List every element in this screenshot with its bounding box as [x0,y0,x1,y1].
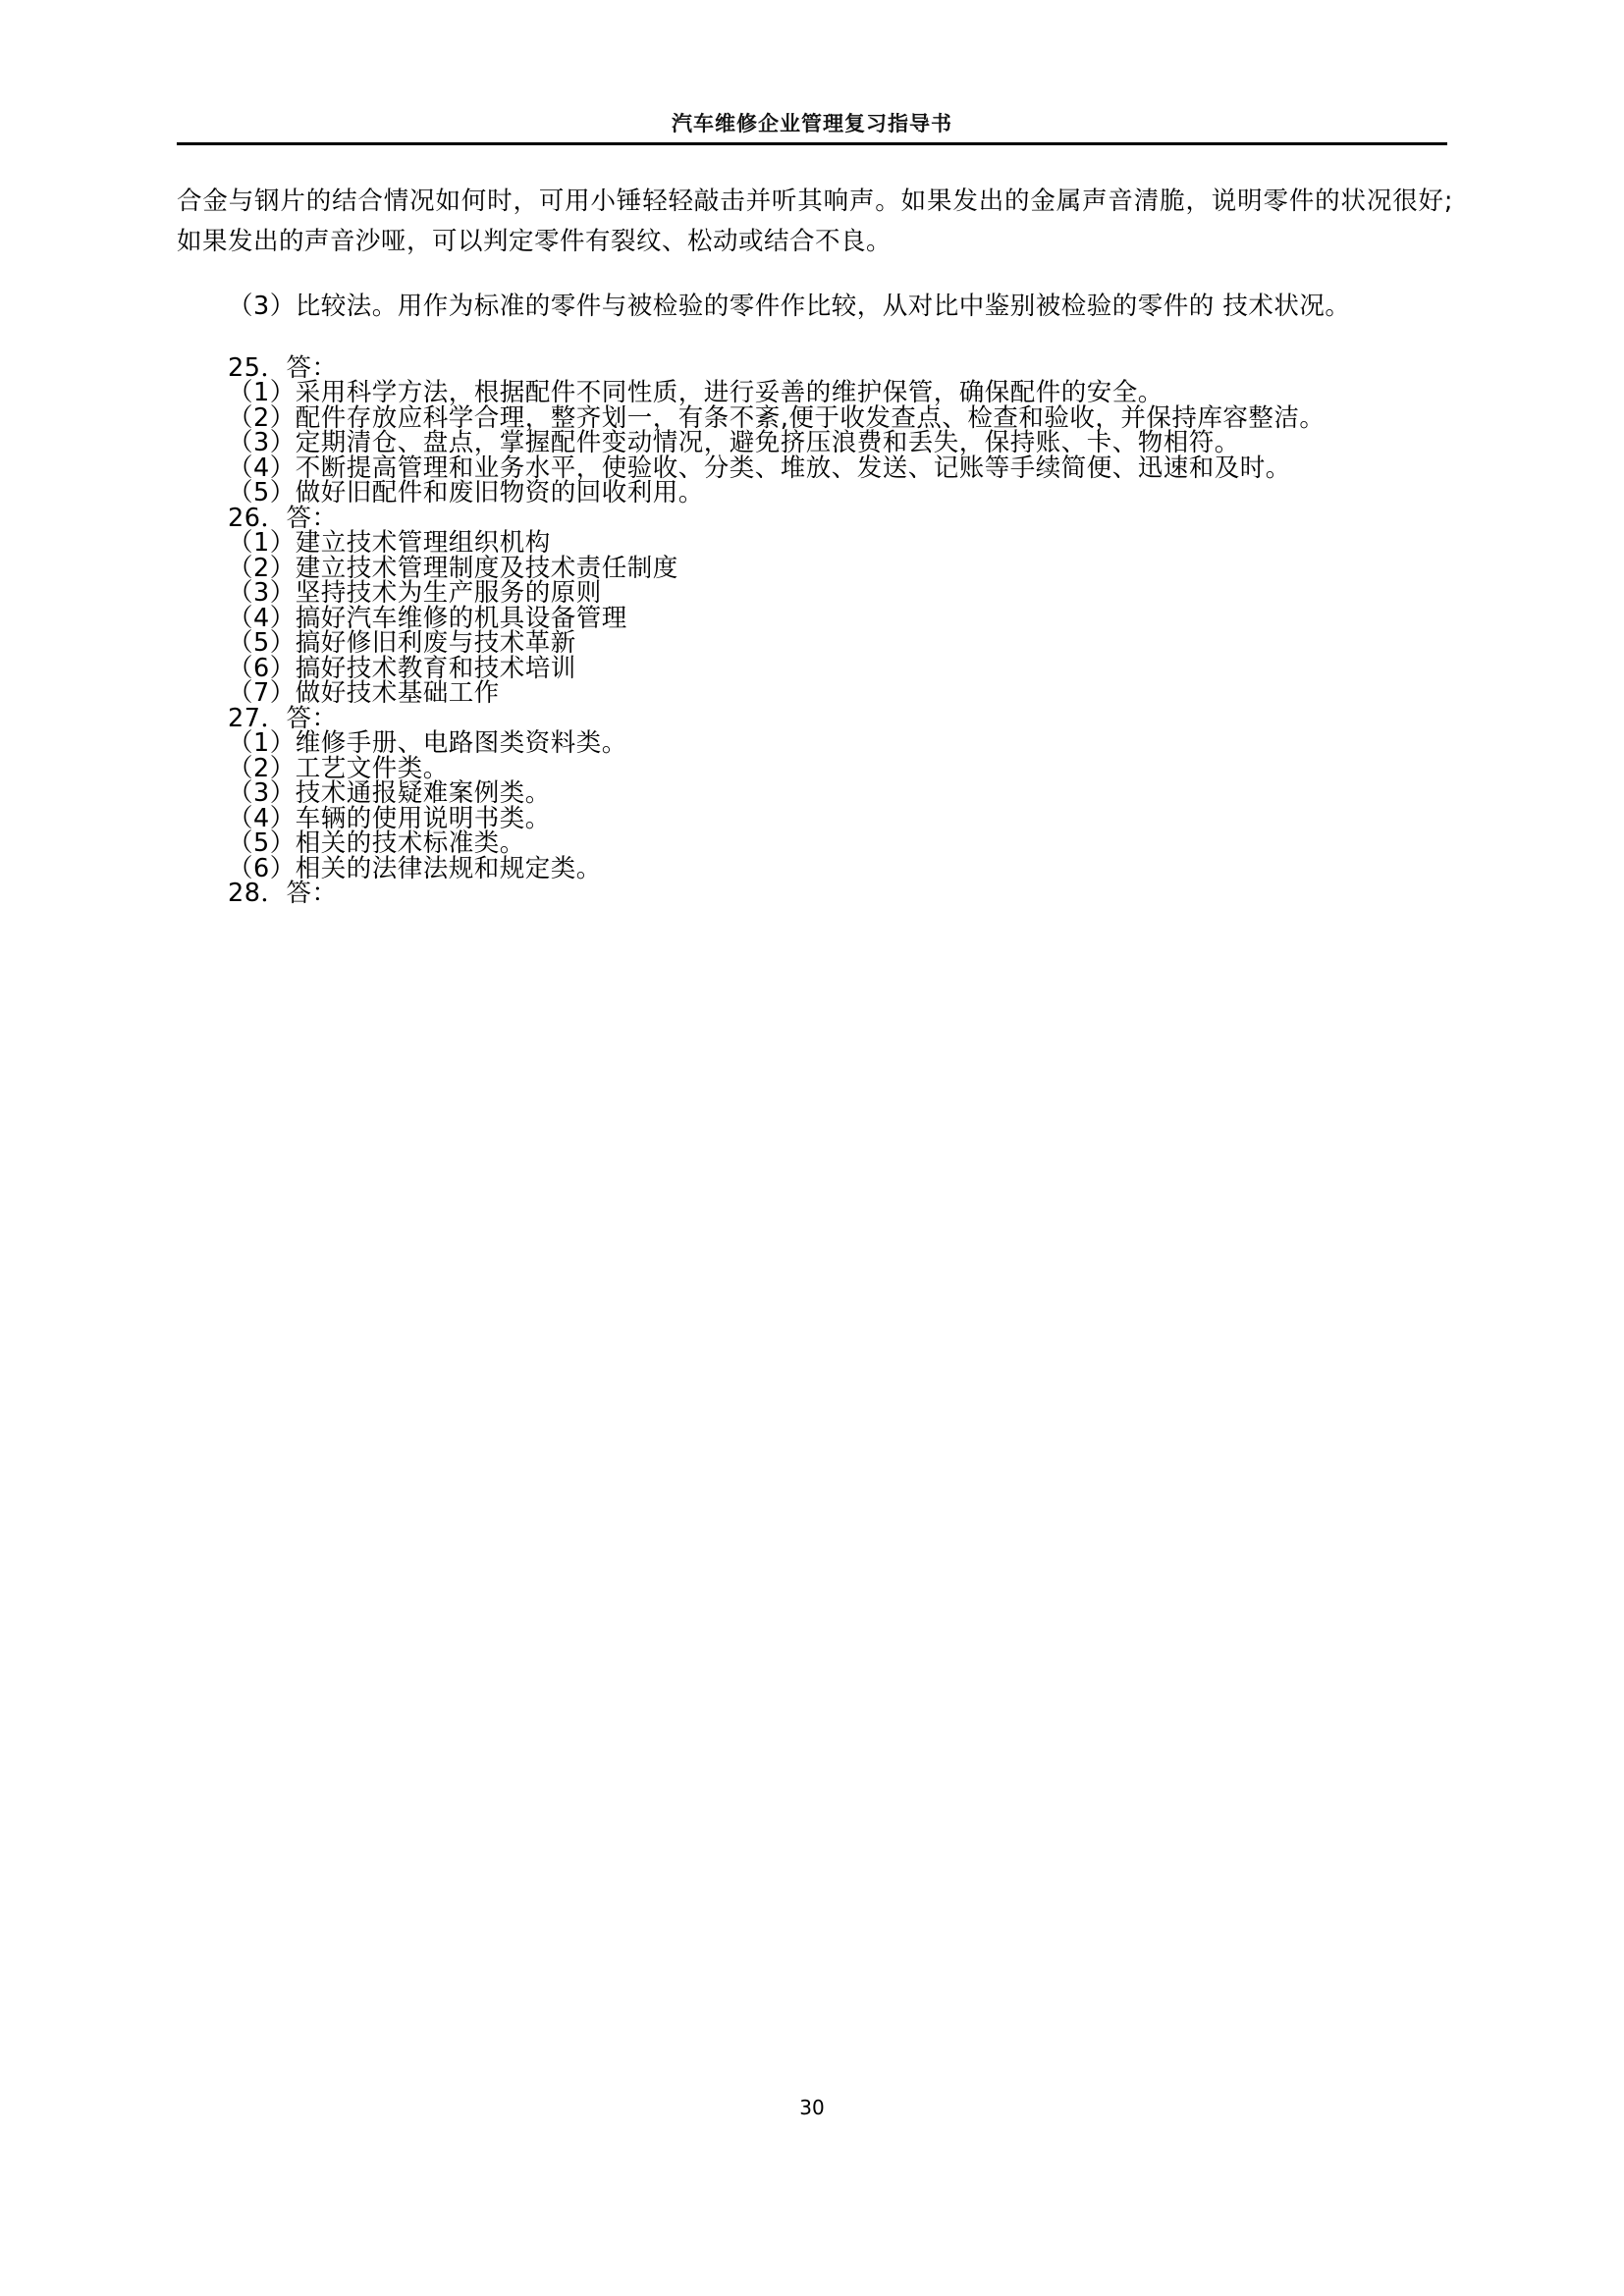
question-25-item-1: （1）采用科学方法，根据配件不同性质，进行妥善的维护保管，确保配件的安全。 [228,378,1164,408]
question-26-label: 26．答： [228,503,338,533]
question-26-item-6: （6）搞好技术教育和技术培训 [228,653,576,683]
question-26-item-1: （1）建立技术管理组织机构 [228,528,551,559]
question-26-item-2: （2）建立技术管理制度及技术责任制度 [228,553,678,583]
question-26-item-5: （5）搞好修旧利废与技术革新 [228,628,576,659]
question-25-item-2: （2）配件存放应科学合理，整齐划一，有条不紊,便于收发查点、检查和验收，并保持库容整洁。 [228,402,1326,433]
question-27-item-5: （5）相关的技术标准类。 [228,828,525,859]
question-27-label: 27．答： [228,703,338,733]
intro-item-3: （3）比较法。用作为标准的零件与被检验的零件作比较，从对比中鉴别被检验的零件的 技术状况。 [228,291,1351,321]
question-27-item-4: （4）车辆的使用说明书类。 [228,803,551,833]
question-25-label: 25．答： [228,352,338,383]
question-26-item-3: （3）坚持技术为生产服务的原则 [228,578,602,609]
question-25-item-3: （3）定期清仓、盘点，掌握配件变动情况，避免挤压浪费和丢失，保持账、卡、物相符。 [228,428,1240,458]
question-28-label: 28．答： [228,879,338,909]
intro-block [177,182,1453,327]
document-body [177,182,1453,907]
page-header-title: 汽车维修企业管理复习指导书 [672,112,952,135]
question-26-item-4: （4）搞好汽车维修的机具设备管理 [228,603,627,633]
question-26-item-7: （7）做好技术基础工作 [228,678,500,709]
question-27-item-1: （1）维修手册、电路图类资料类。 [228,728,627,759]
page-number: 30 [799,2096,825,2119]
question-27-item-6: （6）相关的法律法规和规定类。 [228,853,602,883]
intro-paragraph: 合金与钢片的结合情况如何时，可用小锤轻轻敲击并听其响声。如果发出的金属声音清脆，说明零件的状况很好;如果发出的声音沙哑，可以判定零件有裂纹、松动或结合不良。 [177,187,1453,257]
question-27-item-2: （2）工艺文件类。 [228,753,449,783]
question-25-item-4: （4）不断提高管理和业务水平，使验收、分类、堆放、发送、记账等手续简便、迅速和及时。 [228,453,1291,483]
question-25-item-5: （5）做好旧配件和废旧物资的回收利用。 [228,478,704,508]
header-divider [177,142,1447,145]
question-27-item-3: （3）技术通报疑难案例类。 [228,778,551,809]
